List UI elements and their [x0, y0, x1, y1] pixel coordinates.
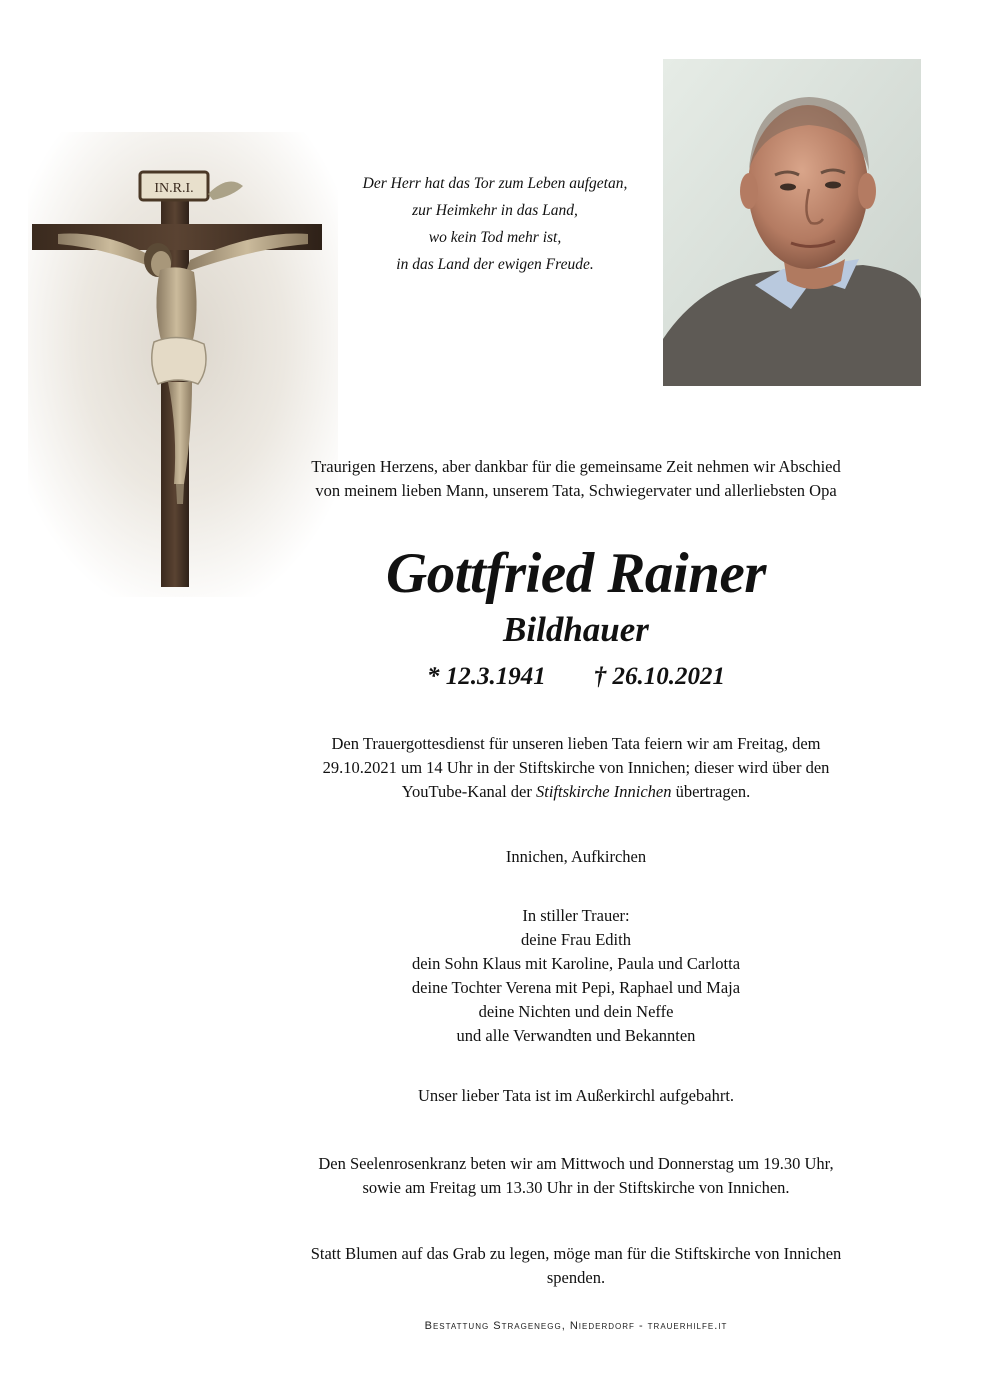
mourners-line: dein Sohn Klaus mit Karoline, Paula und Carlotta [411, 954, 741, 973]
place-text: Innichen, Aufkirchen [505, 847, 647, 866]
deceased-profession: Bildhauer [503, 610, 649, 649]
church-name: Stiftskirche Innichen [536, 782, 672, 801]
mourners-line: deine Tochter Verena mit Pepi, Raphael und Maja [411, 978, 741, 997]
poem [330, 170, 660, 278]
birth-date: * 12.3.1941 [427, 663, 546, 690]
service-line: 29.10.2021 um 14 Uhr in der Stiftskirche von Innichen; dieser wird über den [322, 758, 830, 777]
mourners-line: In stiller Trauer: [522, 906, 630, 925]
service-line: YouTube-Kanal der Stiftskirche Innichen übertragen. [401, 782, 751, 801]
poem-line: wo kein Tod mehr ist, [428, 229, 562, 246]
laid-out-text: Unser lieber Tata ist im Außerkirchl aufgebahrt. [417, 1086, 735, 1105]
flowers-text [238, 1242, 914, 1290]
flowers-line: spenden. [546, 1268, 606, 1287]
intro-line: von meinem lieben Mann, unserem Tata, Schwiegervater und allerliebsten Opa [315, 481, 837, 500]
flowers-line: Statt Blumen auf das Grab zu legen, möge man für die Stiftskirche von Innichen [310, 1244, 842, 1263]
intro-line: Traurigen Herzens, aber dankbar für die gemeinsame Zeit nehmen wir Abschied [311, 457, 841, 476]
crucifix-image [28, 132, 338, 597]
deceased-name: Gottfried Rainer [386, 542, 766, 605]
service-text [238, 732, 914, 804]
footer-credit: Bestattung Stragenegg, Niederdorf - trauerhilfe.it [424, 1320, 728, 1332]
poem-line: zur Heimkehr in das Land, [412, 202, 578, 219]
rosary-line: Den Seelenrosenkranz beten wir am Mittwoch und Donnerstag um 19.30 Uhr, [318, 1154, 834, 1173]
rosary-text [238, 1152, 914, 1200]
portrait-photo [663, 59, 921, 386]
mourners-list [238, 904, 914, 1048]
poem-line: Der Herr hat das Tor zum Leben aufgetan, [362, 175, 628, 192]
life-dates [238, 660, 914, 694]
mourners-line: deine Nichten und dein Neffe [478, 1002, 674, 1021]
service-line: Den Trauergottesdienst für unseren lieben Tata feiern wir am Freitag, dem [331, 734, 821, 753]
rosary-line: sowie am Freitag um 13.30 Uhr in der Stiftskirche von Innichen. [362, 1178, 790, 1197]
inri-sign: IN.R.I. [154, 181, 194, 196]
poem-line: in das Land der ewigen Freude. [396, 256, 594, 273]
intro-text [238, 455, 914, 503]
mourners-line: deine Frau Edith [521, 930, 631, 949]
death-date: † 26.10.2021 [593, 663, 725, 690]
mourners-line: und alle Verwandten und Bekannten [456, 1026, 696, 1045]
